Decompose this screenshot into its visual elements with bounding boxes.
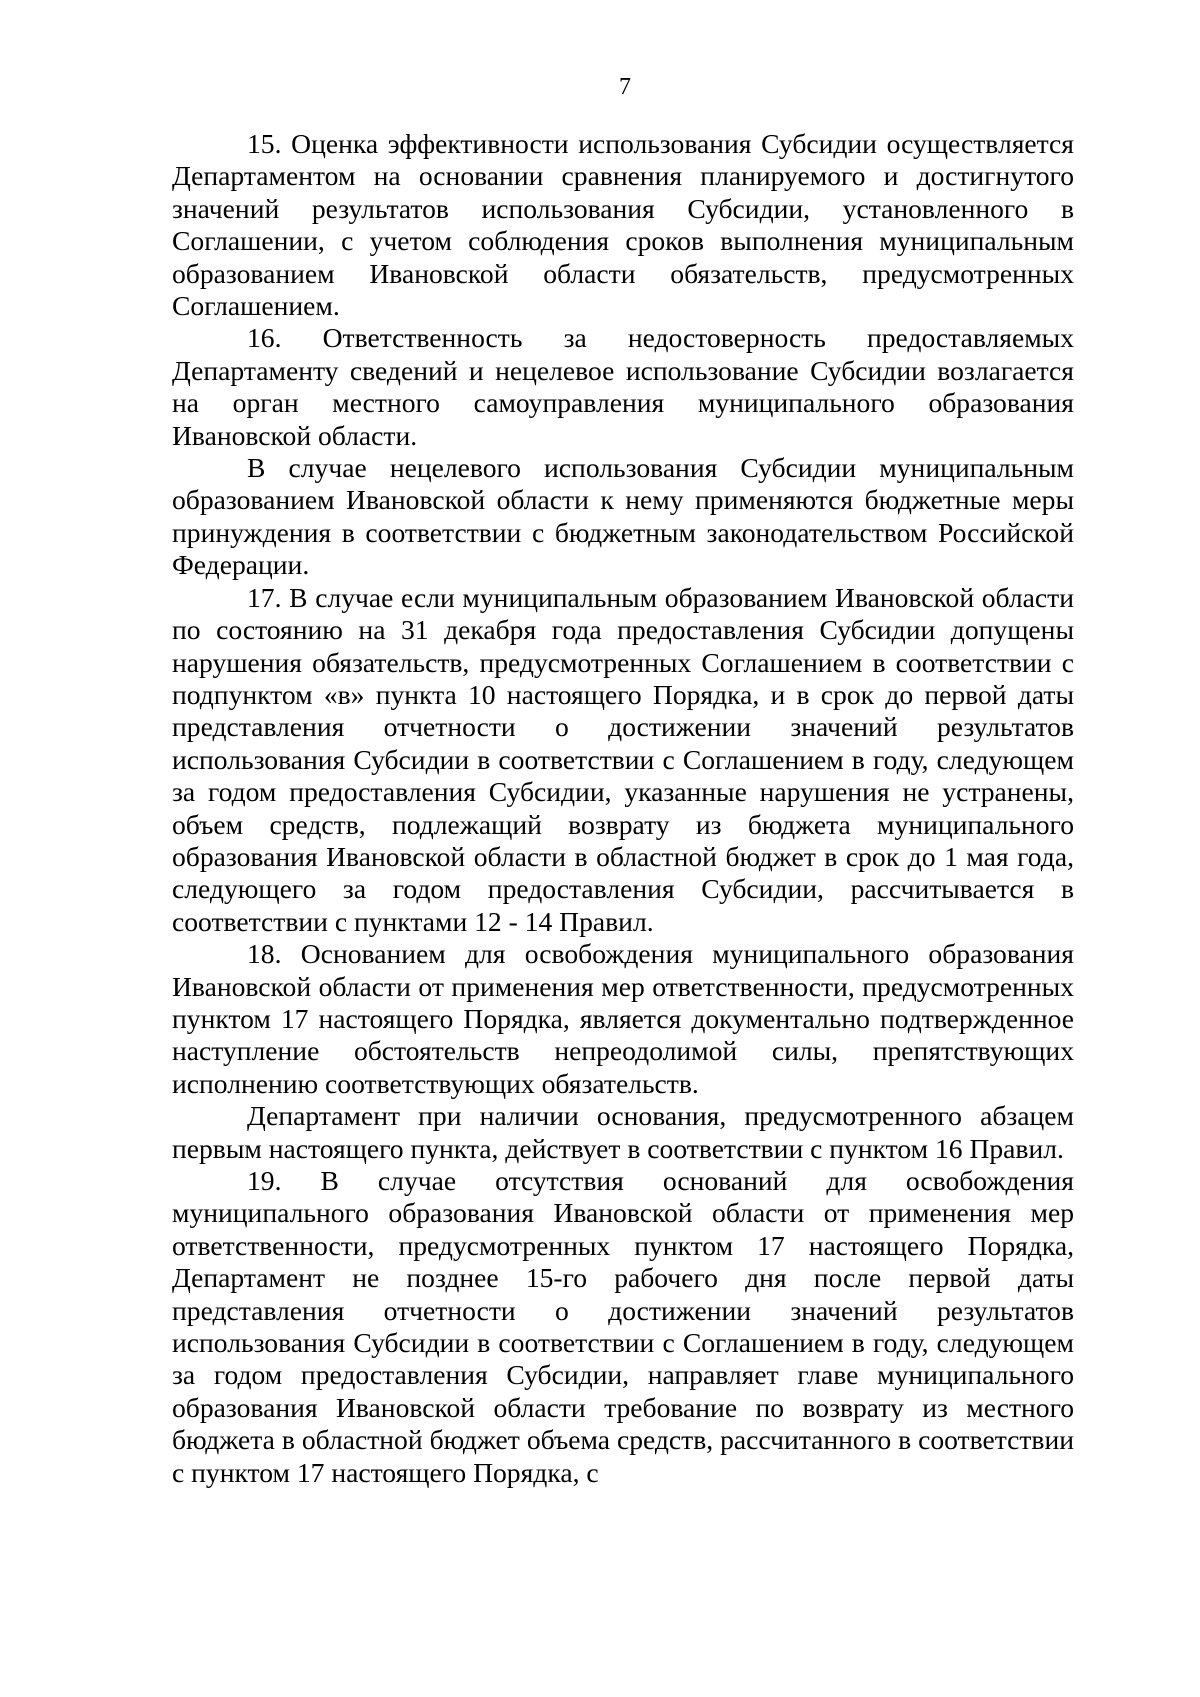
paragraph-16: 16. Ответственность за недостоверность предоставляемых Департаменту сведений и нецелевое использование Субсидии возлагается на орган местного самоуправления муниципального образования Ивановской области. — [172, 322, 1074, 451]
paragraph-15: 15. Оценка эффективности использования Субсидии осуществляется Департаментом на основании сравнения планируемого и достигнутого значений результатов использования Субсидии, установленного в Соглашении, с учетом соблюдения сроков выполнения муниципальным образованием Ивановской области обязательств, предусмотренных Соглашением. — [172, 128, 1074, 322]
paragraph-19: 19. В случае отсутствия оснований для освобождения муниципального образования Ивановской области от применения мер ответственности, предусмотренных пунктом 17 настоящего Порядка, Департамент не позднее 15-го рабочего дня после первой даты представления отчетности о достижении значений результатов использования Субсидии в соответствии с Соглашением в году, следующем за годом предоставления Субсидии, направляет главе муниципального образования Ивановской области требование по возврату из местного бюджета в областной бюджет объема средств, рассчитанного в соответствии с пунктом 17 настоящего Порядка, с — [172, 1165, 1074, 1488]
paragraph-17: 17. В случае если муниципальным образованием Ивановской области по состоянию на 31 декабря года предоставления Субсидии допущены нарушения обязательств, предусмотренных Соглашением в соответствии с подпунктом «в» пункта 10 настоящего Порядка, и в срок до первой даты представления отчетности о достижении значений результатов использования Субсидии в соответствии с Соглашением в году, следующем за годом предоставления Субсидии, указанные нарушения не устранены, объем средств, подлежащий возврату из бюджета муниципального образования Ивановской области в областной бюджет в срок до 1 мая года, следующего за годом предоставления Субсидии, рассчитывается в соответствии с пунктами 12 - 14 Правил. — [172, 581, 1074, 937]
document-body — [172, 128, 1074, 1489]
paragraph-18: 18. Основанием для освобождения муниципального образования Ивановской области от применения мер ответственности, предусмотренных пунктом 17 настоящего Порядка, является документально подтвержденное наступление обстоятельств непреодолимой силы, препятствующих исполнению соответствующих обязательств. — [172, 938, 1074, 1099]
paragraph-16-misuse: В случае нецелевого использования Субсидии муниципальным образованием Ивановской области к нему применяются бюджетные меры принуждения в соответствии с бюджетным законодательством Российской Федерации. — [172, 452, 1074, 581]
paragraph-18-department: Департамент при наличии основания, предусмотренного абзацем первым настоящего пункта, действует в соответствии с пунктом 16 Правил. — [172, 1100, 1074, 1164]
page-number: 7 — [619, 74, 631, 100]
